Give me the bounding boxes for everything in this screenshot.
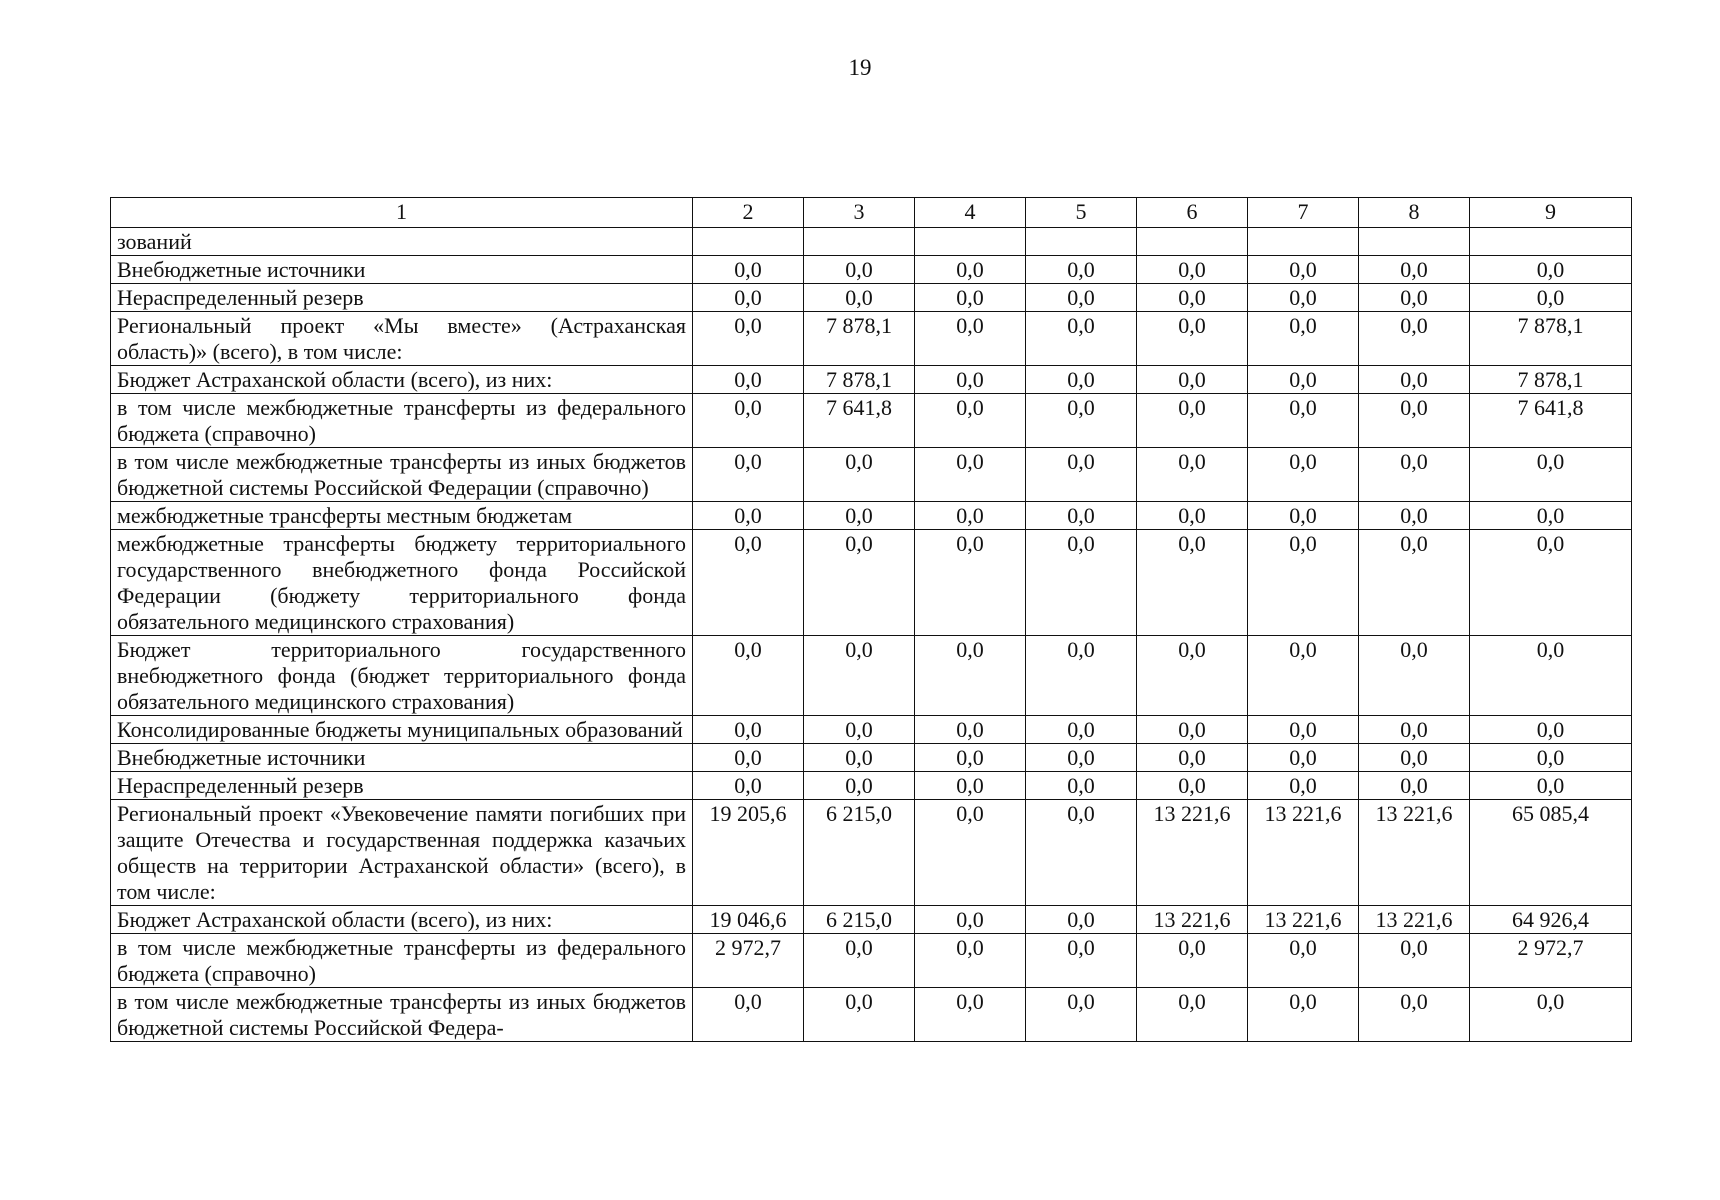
cell-value: 0,0 — [1248, 772, 1359, 800]
cell-value: 0,0 — [693, 312, 804, 366]
cell-value: 0,0 — [1470, 636, 1632, 716]
cell-value: 0,0 — [915, 716, 1026, 744]
cell-value: 0,0 — [915, 256, 1026, 284]
cell-value: 0,0 — [804, 988, 915, 1042]
cell-value: 0,0 — [1470, 448, 1632, 502]
row-label: межбюджетные трансферты местным бюджетам — [111, 502, 693, 530]
table-row — [111, 256, 1632, 284]
cell-value — [693, 228, 804, 256]
header-row — [111, 198, 1632, 228]
cell-value: 0,0 — [1470, 530, 1632, 636]
row-label: Региональный проект «Мы вместе» (Астраханская область)» (всего), в том числе: — [111, 312, 693, 366]
cell-value: 0,0 — [1470, 744, 1632, 772]
cell-value: 0,0 — [1359, 716, 1470, 744]
column-header: 9 — [1470, 198, 1632, 228]
cell-value: 0,0 — [1026, 906, 1137, 934]
cell-value: 0,0 — [1470, 502, 1632, 530]
cell-value — [1026, 228, 1137, 256]
cell-value: 0,0 — [1470, 284, 1632, 312]
cell-value: 0,0 — [915, 312, 1026, 366]
row-label: в том числе межбюджетные трансферты из федерального бюджета (справочно) — [111, 394, 693, 448]
cell-value: 0,0 — [915, 530, 1026, 636]
cell-value: 7 878,1 — [804, 312, 915, 366]
cell-value: 0,0 — [693, 256, 804, 284]
cell-value: 0,0 — [1470, 988, 1632, 1042]
cell-value: 0,0 — [1137, 934, 1248, 988]
cell-value: 65 085,4 — [1470, 800, 1632, 906]
cell-value: 0,0 — [1137, 366, 1248, 394]
cell-value: 6 215,0 — [804, 800, 915, 906]
cell-value: 0,0 — [693, 988, 804, 1042]
cell-value: 0,0 — [1359, 502, 1470, 530]
cell-value: 0,0 — [1248, 988, 1359, 1042]
column-header: 6 — [1137, 198, 1248, 228]
cell-value: 64 926,4 — [1470, 906, 1632, 934]
cell-value: 0,0 — [915, 284, 1026, 312]
cell-value: 0,0 — [1137, 716, 1248, 744]
row-label: Консолидированные бюджеты муниципальных образований — [111, 716, 693, 744]
column-header: 2 — [693, 198, 804, 228]
cell-value: 0,0 — [804, 502, 915, 530]
cell-value: 0,0 — [915, 448, 1026, 502]
cell-value: 0,0 — [1137, 312, 1248, 366]
row-label: Региональный проект «Увековечение памяти погибших при защите Отечества и государственная поддержка казачьих обществ на территории Астраханской области» (всего), в том числе: — [111, 800, 693, 906]
cell-value: 0,0 — [1248, 312, 1359, 366]
cell-value: 0,0 — [804, 636, 915, 716]
column-header: 8 — [1359, 198, 1470, 228]
cell-value: 0,0 — [1026, 394, 1137, 448]
cell-value: 0,0 — [915, 366, 1026, 394]
row-label: Внебюджетные источники — [111, 256, 693, 284]
column-header: 7 — [1248, 198, 1359, 228]
cell-value: 0,0 — [915, 988, 1026, 1042]
row-label: Бюджет Астраханской области (всего), из них: — [111, 366, 693, 394]
table-row — [111, 988, 1632, 1042]
table-row — [111, 744, 1632, 772]
cell-value: 0,0 — [1248, 636, 1359, 716]
cell-value: 0,0 — [804, 284, 915, 312]
cell-value: 0,0 — [693, 716, 804, 744]
cell-value: 7 878,1 — [1470, 312, 1632, 366]
table-row — [111, 394, 1632, 448]
cell-value: 0,0 — [915, 502, 1026, 530]
cell-value: 0,0 — [1248, 256, 1359, 284]
table-row — [111, 772, 1632, 800]
table-row — [111, 530, 1632, 636]
cell-value: 0,0 — [1026, 366, 1137, 394]
cell-value: 0,0 — [1359, 256, 1470, 284]
cell-value: 0,0 — [1026, 636, 1137, 716]
cell-value: 0,0 — [1026, 934, 1137, 988]
cell-value: 7 641,8 — [1470, 394, 1632, 448]
cell-value: 6 215,0 — [804, 906, 915, 934]
cell-value: 0,0 — [1026, 988, 1137, 1042]
cell-value: 0,0 — [804, 256, 915, 284]
row-label: межбюджетные трансферты бюджету территориального государственного внебюджетного фонда Российской Федерации (бюджету территориального фонда обязательного медицинского страхования) — [111, 530, 693, 636]
cell-value: 0,0 — [915, 772, 1026, 800]
cell-value: 0,0 — [1137, 256, 1248, 284]
row-label: Нераспределенный резерв — [111, 772, 693, 800]
table-row — [111, 312, 1632, 366]
cell-value: 0,0 — [1359, 394, 1470, 448]
cell-value: 0,0 — [804, 530, 915, 636]
row-label: в том числе межбюджетные трансферты из иных бюджетов бюджетной системы Российской Федерации (справочно) — [111, 448, 693, 502]
cell-value: 0,0 — [1359, 988, 1470, 1042]
cell-value: 0,0 — [915, 636, 1026, 716]
cell-value: 0,0 — [1470, 716, 1632, 744]
cell-value: 0,0 — [1248, 394, 1359, 448]
cell-value: 0,0 — [1137, 502, 1248, 530]
cell-value: 0,0 — [1137, 394, 1248, 448]
cell-value: 0,0 — [915, 744, 1026, 772]
cell-value: 0,0 — [1359, 636, 1470, 716]
cell-value: 7 878,1 — [1470, 366, 1632, 394]
cell-value: 7 878,1 — [804, 366, 915, 394]
cell-value — [1359, 228, 1470, 256]
cell-value: 0,0 — [1026, 744, 1137, 772]
row-label: Бюджет территориального государственного внебюджетного фонда (бюджет территориального фонда обязательного медицинского страхования) — [111, 636, 693, 716]
cell-value: 0,0 — [693, 284, 804, 312]
row-label: зований — [111, 228, 693, 256]
cell-value: 0,0 — [693, 636, 804, 716]
cell-value: 0,0 — [1137, 744, 1248, 772]
table-row — [111, 906, 1632, 934]
cell-value: 0,0 — [1137, 988, 1248, 1042]
cell-value: 0,0 — [804, 716, 915, 744]
table-row — [111, 228, 1632, 256]
column-header: 4 — [915, 198, 1026, 228]
row-label: в том числе межбюджетные трансферты из федерального бюджета (справочно) — [111, 934, 693, 988]
column-header: 3 — [804, 198, 915, 228]
cell-value: 0,0 — [915, 906, 1026, 934]
cell-value: 0,0 — [1248, 366, 1359, 394]
cell-value: 13 221,6 — [1248, 800, 1359, 906]
cell-value: 0,0 — [1026, 448, 1137, 502]
cell-value: 13 221,6 — [1137, 800, 1248, 906]
cell-value: 0,0 — [1248, 716, 1359, 744]
row-label: Бюджет Астраханской области (всего), из них: — [111, 906, 693, 934]
table-row — [111, 448, 1632, 502]
cell-value: 0,0 — [1359, 530, 1470, 636]
cell-value: 7 641,8 — [804, 394, 915, 448]
cell-value: 0,0 — [693, 744, 804, 772]
cell-value: 0,0 — [1026, 256, 1137, 284]
cell-value: 0,0 — [1026, 772, 1137, 800]
cell-value: 0,0 — [1470, 772, 1632, 800]
cell-value: 0,0 — [1137, 284, 1248, 312]
cell-value: 0,0 — [804, 744, 915, 772]
cell-value: 13 221,6 — [1248, 906, 1359, 934]
cell-value: 0,0 — [1026, 312, 1137, 366]
cell-value: 0,0 — [693, 366, 804, 394]
cell-value: 0,0 — [1248, 934, 1359, 988]
cell-value: 0,0 — [915, 934, 1026, 988]
cell-value — [1470, 228, 1632, 256]
cell-value: 0,0 — [1026, 716, 1137, 744]
table-row — [111, 366, 1632, 394]
table-row — [111, 502, 1632, 530]
cell-value: 19 046,6 — [693, 906, 804, 934]
table-row — [111, 284, 1632, 312]
table-row — [111, 636, 1632, 716]
cell-value: 0,0 — [1248, 502, 1359, 530]
cell-value: 0,0 — [1470, 256, 1632, 284]
cell-value: 0,0 — [1359, 284, 1470, 312]
cell-value: 2 972,7 — [693, 934, 804, 988]
cell-value: 0,0 — [693, 448, 804, 502]
column-header: 1 — [111, 198, 693, 228]
cell-value — [804, 228, 915, 256]
cell-value: 0,0 — [1248, 284, 1359, 312]
cell-value: 0,0 — [1137, 772, 1248, 800]
cell-value: 0,0 — [1248, 530, 1359, 636]
cell-value: 0,0 — [1026, 284, 1137, 312]
cell-value: 0,0 — [693, 530, 804, 636]
cell-value: 0,0 — [693, 394, 804, 448]
cell-value: 0,0 — [1248, 744, 1359, 772]
cell-value: 13 221,6 — [1137, 906, 1248, 934]
row-label: в том числе межбюджетные трансферты из иных бюджетов бюджетной системы Российской Федера- — [111, 988, 693, 1042]
row-label: Внебюджетные источники — [111, 744, 693, 772]
cell-value: 0,0 — [915, 800, 1026, 906]
row-label: Нераспределенный резерв — [111, 284, 693, 312]
cell-value: 0,0 — [1359, 312, 1470, 366]
cell-value — [1248, 228, 1359, 256]
cell-value: 0,0 — [1359, 448, 1470, 502]
table-row — [111, 716, 1632, 744]
cell-value: 0,0 — [1359, 772, 1470, 800]
cell-value: 2 972,7 — [1470, 934, 1632, 988]
cell-value: 0,0 — [804, 448, 915, 502]
cell-value: 0,0 — [1137, 448, 1248, 502]
cell-value: 0,0 — [1137, 636, 1248, 716]
column-header: 5 — [1026, 198, 1137, 228]
cell-value: 0,0 — [1359, 744, 1470, 772]
budget-table — [110, 197, 1632, 1042]
table-row — [111, 800, 1632, 906]
cell-value: 0,0 — [804, 934, 915, 988]
cell-value: 19 205,6 — [693, 800, 804, 906]
cell-value: 0,0 — [1026, 800, 1137, 906]
cell-value: 0,0 — [693, 772, 804, 800]
cell-value: 0,0 — [1248, 448, 1359, 502]
cell-value: 0,0 — [1359, 366, 1470, 394]
cell-value: 13 221,6 — [1359, 800, 1470, 906]
table-row — [111, 934, 1632, 988]
cell-value — [915, 228, 1026, 256]
cell-value: 0,0 — [1026, 530, 1137, 636]
cell-value: 0,0 — [804, 772, 915, 800]
cell-value — [1137, 228, 1248, 256]
cell-value: 0,0 — [1026, 502, 1137, 530]
cell-value: 0,0 — [1359, 934, 1470, 988]
page-number: 19 — [848, 55, 872, 80]
cell-value: 0,0 — [1137, 530, 1248, 636]
cell-value: 0,0 — [915, 394, 1026, 448]
cell-value: 13 221,6 — [1359, 906, 1470, 934]
cell-value: 0,0 — [693, 502, 804, 530]
